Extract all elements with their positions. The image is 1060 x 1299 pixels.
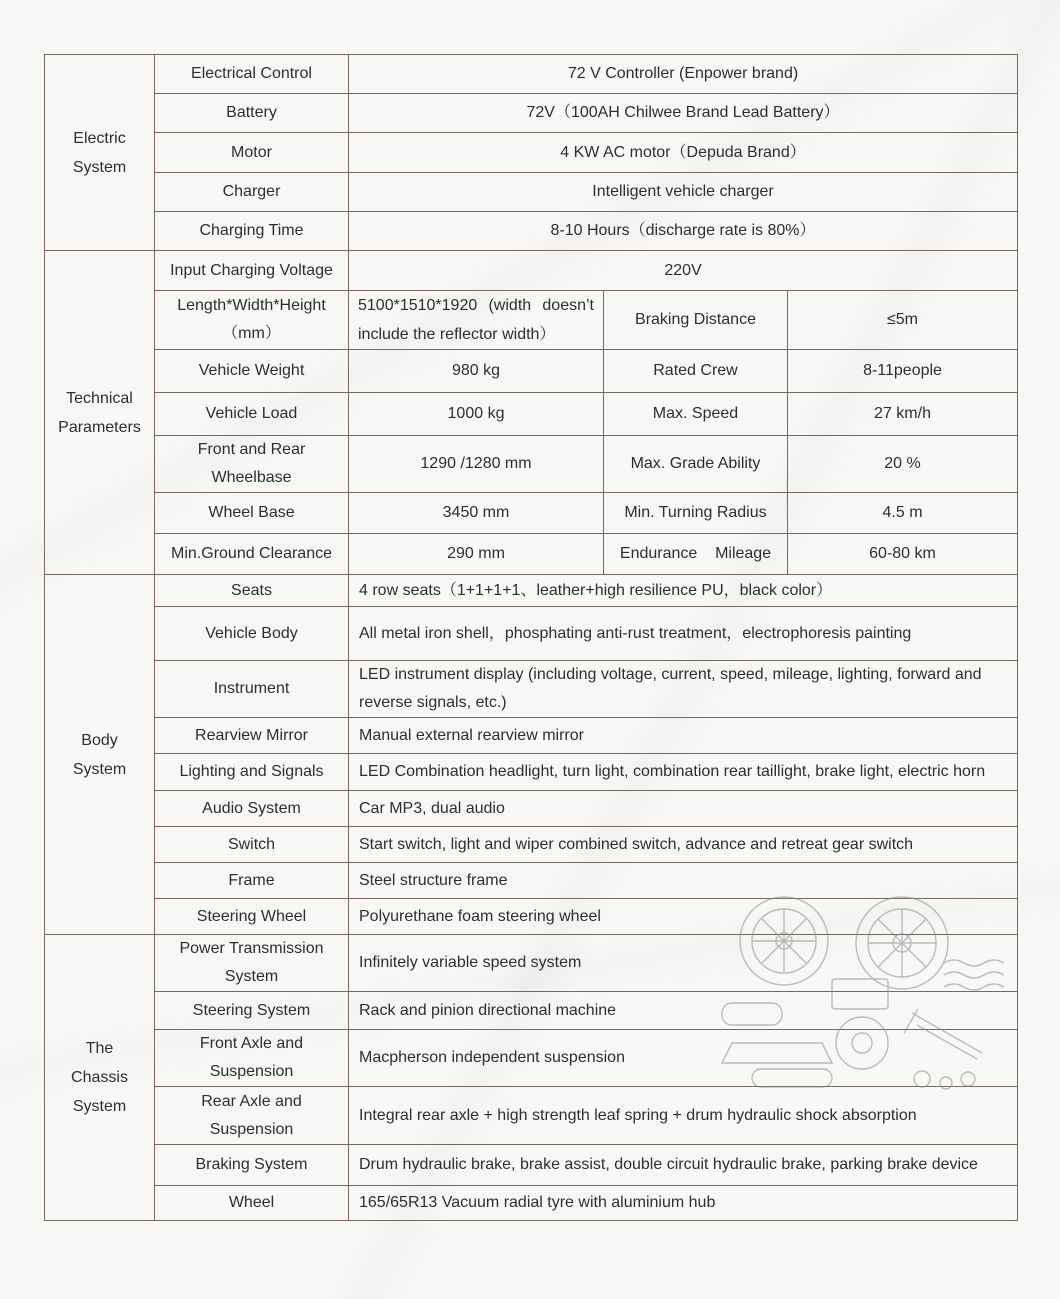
table-row bbox=[45, 992, 1018, 1030]
label-charger: Charger bbox=[155, 173, 349, 212]
table-row bbox=[45, 350, 1018, 393]
value-rearview-mirror: Manual external rearview mirror bbox=[349, 718, 1018, 754]
value-dimensions: 5100*1510*1920 (width doesn’t include the reflector width） bbox=[349, 291, 604, 350]
label-endurance-mileage: Endurance Mileage bbox=[604, 534, 788, 575]
table-row bbox=[45, 291, 1018, 350]
label-max-speed: Max. Speed bbox=[604, 393, 788, 436]
value-max-speed: 27 km/h bbox=[788, 393, 1018, 436]
table-row bbox=[45, 1186, 1018, 1221]
table-row bbox=[45, 791, 1018, 827]
value-switch: Start switch, light and wiper combined switch, advance and retreat gear switch bbox=[349, 827, 1018, 863]
value-wheel: 165/65R13 Vacuum radial tyre with aluminium hub bbox=[349, 1186, 1018, 1221]
value-motor: 4 KW AC motor（Depuda Brand） bbox=[349, 133, 1018, 173]
value-front-rear-wheelbase: 1290 /1280 mm bbox=[349, 436, 604, 493]
label-dimensions: Length*Width*Height （mm） bbox=[155, 291, 349, 350]
value-vehicle-load: 1000 kg bbox=[349, 393, 604, 436]
label-braking-distance: Braking Distance bbox=[604, 291, 788, 350]
table-row bbox=[45, 575, 1018, 607]
value-max-grade-ability: 20 % bbox=[788, 436, 1018, 493]
section-chassis-system: The Chassis System bbox=[45, 935, 155, 1221]
table-row bbox=[45, 607, 1018, 661]
value-charger: Intelligent vehicle charger bbox=[349, 173, 1018, 212]
label-seats: Seats bbox=[155, 575, 349, 607]
table-row bbox=[45, 436, 1018, 493]
label-battery: Battery bbox=[155, 94, 349, 133]
label-wheel-base: Wheel Base bbox=[155, 493, 349, 534]
table-row bbox=[45, 133, 1018, 173]
label-charging-time: Charging Time bbox=[155, 212, 349, 251]
label-rear-axle: Rear Axle and Suspension bbox=[155, 1087, 349, 1145]
label-vehicle-body: Vehicle Body bbox=[155, 607, 349, 661]
table-row bbox=[45, 55, 1018, 94]
table-row bbox=[45, 1087, 1018, 1145]
table-row bbox=[45, 534, 1018, 575]
section-technical-parameters: Technical Parameters bbox=[45, 251, 155, 575]
label-max-grade-ability: Max. Grade Ability bbox=[604, 436, 788, 493]
label-lighting-signals: Lighting and Signals bbox=[155, 754, 349, 791]
table-row bbox=[45, 173, 1018, 212]
label-input-charging-voltage: Input Charging Voltage bbox=[155, 251, 349, 291]
label-motor: Motor bbox=[155, 133, 349, 173]
table-row bbox=[45, 251, 1018, 291]
table-row bbox=[45, 393, 1018, 436]
value-front-axle: Macpherson independent suspension bbox=[349, 1030, 1018, 1087]
value-rear-axle: Integral rear axle + high strength leaf spring + drum hydraulic shock absorption bbox=[349, 1087, 1018, 1145]
table-row bbox=[45, 1030, 1018, 1087]
label-steering-wheel: Steering Wheel bbox=[155, 899, 349, 935]
label-min-turning-radius: Min. Turning Radius bbox=[604, 493, 788, 534]
table-row bbox=[45, 718, 1018, 754]
value-steering-system: Rack and pinion directional machine bbox=[349, 992, 1018, 1030]
value-instrument: LED instrument display (including voltage, current, speed, mileage, lighting, forward and reverse signals, etc.) bbox=[349, 661, 1018, 718]
value-braking-distance: ≤5m bbox=[788, 291, 1018, 350]
section-electric-system: Electric System bbox=[45, 55, 155, 251]
value-min-ground-clearance: 290 mm bbox=[349, 534, 604, 575]
value-vehicle-body: All metal iron shell，phosphating anti-rust treatment，electrophoresis painting bbox=[349, 607, 1018, 661]
table-row bbox=[45, 754, 1018, 791]
value-vehicle-weight: 980 kg bbox=[349, 350, 604, 393]
label-min-ground-clearance: Min.Ground Clearance bbox=[155, 534, 349, 575]
spec-table bbox=[44, 54, 1018, 1221]
value-seats: 4 row seats（1+1+1+1、leather+high resilience PU，black color） bbox=[349, 575, 1018, 607]
label-rearview-mirror: Rearview Mirror bbox=[155, 718, 349, 754]
table-row bbox=[45, 1145, 1018, 1186]
value-lighting-signals: LED Combination headlight, turn light, combination rear taillight, brake light, electric horn bbox=[349, 754, 1018, 791]
value-power-transmission: Infinitely variable speed system bbox=[349, 935, 1018, 992]
value-steering-wheel: Polyurethane foam steering wheel bbox=[349, 899, 1018, 935]
value-rated-crew: 8-11people bbox=[788, 350, 1018, 393]
table-row bbox=[45, 935, 1018, 992]
label-braking-system: Braking System bbox=[155, 1145, 349, 1186]
table-row bbox=[45, 212, 1018, 251]
label-steering-system: Steering System bbox=[155, 992, 349, 1030]
label-rated-crew: Rated Crew bbox=[604, 350, 788, 393]
value-electrical-control: 72 V Controller (Enpower brand) bbox=[349, 55, 1018, 94]
value-wheel-base: 3450 mm bbox=[349, 493, 604, 534]
value-charging-time: 8-10 Hours（discharge rate is 80%） bbox=[349, 212, 1018, 251]
label-vehicle-weight: Vehicle Weight bbox=[155, 350, 349, 393]
label-switch: Switch bbox=[155, 827, 349, 863]
value-braking-system: Drum hydraulic brake, brake assist, double circuit hydraulic brake, parking brake device bbox=[349, 1145, 1018, 1186]
label-wheel: Wheel bbox=[155, 1186, 349, 1221]
table-row bbox=[45, 493, 1018, 534]
table-row bbox=[45, 863, 1018, 899]
label-audio-system: Audio System bbox=[155, 791, 349, 827]
table-row bbox=[45, 827, 1018, 863]
section-body-system: Body System bbox=[45, 575, 155, 935]
value-min-turning-radius: 4.5 m bbox=[788, 493, 1018, 534]
table-row bbox=[45, 899, 1018, 935]
value-input-charging-voltage: 220V bbox=[349, 251, 1018, 291]
label-power-transmission: Power Transmission System bbox=[155, 935, 349, 992]
label-electrical-control: Electrical Control bbox=[155, 55, 349, 94]
label-front-axle: Front Axle and Suspension bbox=[155, 1030, 349, 1087]
label-vehicle-load: Vehicle Load bbox=[155, 393, 349, 436]
value-battery: 72V（100AH Chilwee Brand Lead Battery） bbox=[349, 94, 1018, 133]
value-frame: Steel structure frame bbox=[349, 863, 1018, 899]
value-endurance-mileage: 60-80 km bbox=[788, 534, 1018, 575]
table-row bbox=[45, 661, 1018, 718]
label-front-rear-wheelbase: Front and Rear Wheelbase bbox=[155, 436, 349, 493]
label-frame: Frame bbox=[155, 863, 349, 899]
value-audio-system: Car MP3, dual audio bbox=[349, 791, 1018, 827]
table-row bbox=[45, 94, 1018, 133]
label-instrument: Instrument bbox=[155, 661, 349, 718]
